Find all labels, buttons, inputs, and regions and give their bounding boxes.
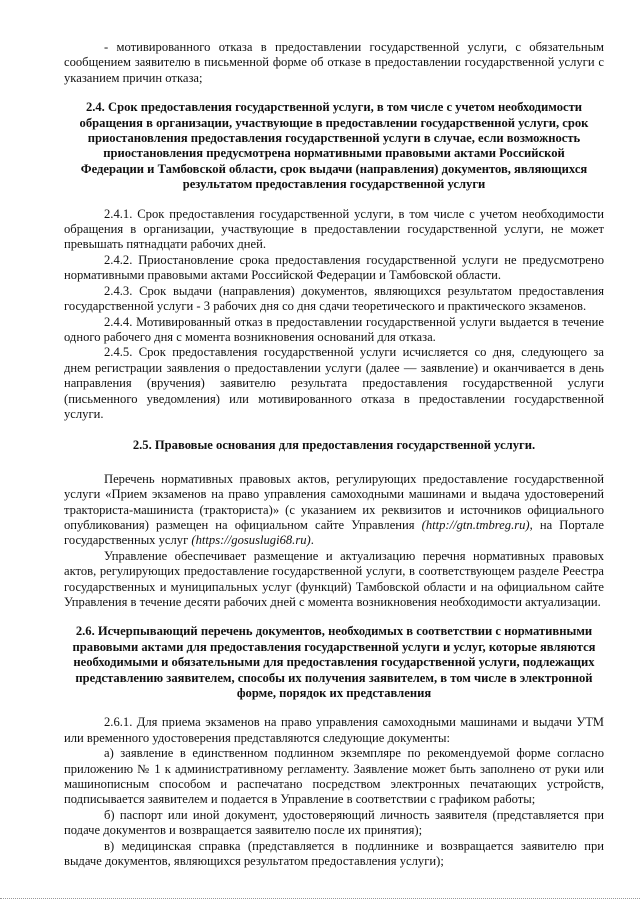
paragraph-2-4-3: 2.4.3. Срок выдачи (направления) документов, являющихся результатом предоставления государственной услуги - 3 рабочих дня со дня сдачи теоретического и практического экзаменов. xyxy=(64,283,604,314)
paragraph-refusal-notice: - мотивированного отказа в предоставлении государственной услуги, с обязательным сообщением заявителю в письменной форме об отказе в предоставлении государственной услуги с указанием причин отказа; xyxy=(64,40,604,85)
list-item-a: а) заявление в единственном подлинном экземпляре по рекомендуемой форме согласно приложению № 1 к административному регламенту. Заявление может быть заполнено от руки или машинописным способом и распечатано посредством электронных печатающих устройств, подписывается заявителем и подается в Управление в соответствии с графиком работы; xyxy=(64,746,604,807)
paragraph-2-4-5: 2.4.5. Срок предоставления государственной услуги исчисляется со дня, следующего за днем регистрации заявления о предоставлении услуги (далее — заявление) и оканчивается в день направления (вручения) заявителю результата предоставления государственной услуги (письменного уведомления) или мотивированного отказа в предоставлении государственной услуги. xyxy=(64,345,604,421)
paragraph-2-5-text-a: Перечень нормативных правовых актов, регулирующих предоставление государственной услуги «Прием экзаменов на право управления самоходными машинами и выдача удостоверений тракториста-машиниста (тракториста)» (с указанием их реквизитов и источников официального опубликования) размещен на официальном сайте Управления xyxy=(64,471,604,532)
paragraph-2-6-1: 2.6.1. Для приема экзаменов на право управления самоходными машинами и выдачи УТМ или временного удостоверения представляются следующие документы: xyxy=(64,715,604,745)
paragraph-2-5-actualization: Управление обеспечивает размещение и актуализацию перечня нормативных правовых актов, регулирующих предоставление государственной услуги, в соответствующем разделе Реестра государственных и муниципальных услуг (функций) Тамбовской области и на официальном сайте Управления в течение десяти рабочих дней с момента возникновения необходимости актуализации. xyxy=(64,548,604,609)
paragraph-2-5-legal-acts xyxy=(64,472,604,549)
list-item-c: в) медицинская справка (представляется в подлиннике и возвращается заявителю при выдаче документов, являющихся результатом предоставления услуги); xyxy=(64,838,604,869)
paragraph-2-5-text-b: , на Портале государственных услуг xyxy=(64,517,605,548)
gosuslugi-portal-link[interactable]: (https://gosuslugi68.ru) xyxy=(191,533,311,548)
paragraph-2-4-2: 2.4.2. Приостановление срока предоставления государственной услуги не предусмотрено нормативными правовыми актами Российской Федерации и Тамбовской области. xyxy=(64,252,604,283)
section-2-5-heading: 2.5. Правовые основания для предоставления государственной услуги. xyxy=(132,438,536,453)
section-2-4-heading: 2.4. Срок предоставления государственной услуги, в том числе с учетом необходимости обращения в организации, участвующие в предоставлении государственной услуги, срок приостановления предоставления государственной услуги в случае, если возможность приостановления предусмотрена нормативными правовыми актами Российской Федерации и Тамбовской области, срок выдачи (направления) документов, являющихся результатом предоставления государственной услуги xyxy=(79,100,589,192)
list-item-b: б) паспорт или иной документ, удостоверяющий личность заявителя (представляется при подаче документов и возвращается заявителю после их принятия); xyxy=(64,807,604,838)
paragraph-2-5-text-c: . xyxy=(310,533,314,548)
paragraph-2-4-1: 2.4.1. Срок предоставления государственной услуги, в том числе с учетом необходимости обращения в организации, участвующие в предоставлении государственной услуги, не может превышать пятнадцати рабочих дней. xyxy=(64,206,604,252)
section-2-6-heading: 2.6. Исчерпывающий перечень документов, необходимых в соответствии с нормативными правовыми актами для предоставления государственной услуги и услуг, которые являются необходимыми и обязательными для предоставления государственной услуги, подлежащих представлению заявителем, способы их получения заявителем, в том числе в электронной форме, порядок их представления xyxy=(72,624,596,701)
page-bottom-divider xyxy=(0,898,640,899)
paragraph-2-4-4: 2.4.4. Мотивированный отказ в предоставлении государственной услуги выдается в течение одного рабочего дня с момента возникновения оснований для отказа. xyxy=(64,314,604,344)
management-site-link[interactable]: (http://gtn.tmbreg.ru) xyxy=(421,517,530,532)
